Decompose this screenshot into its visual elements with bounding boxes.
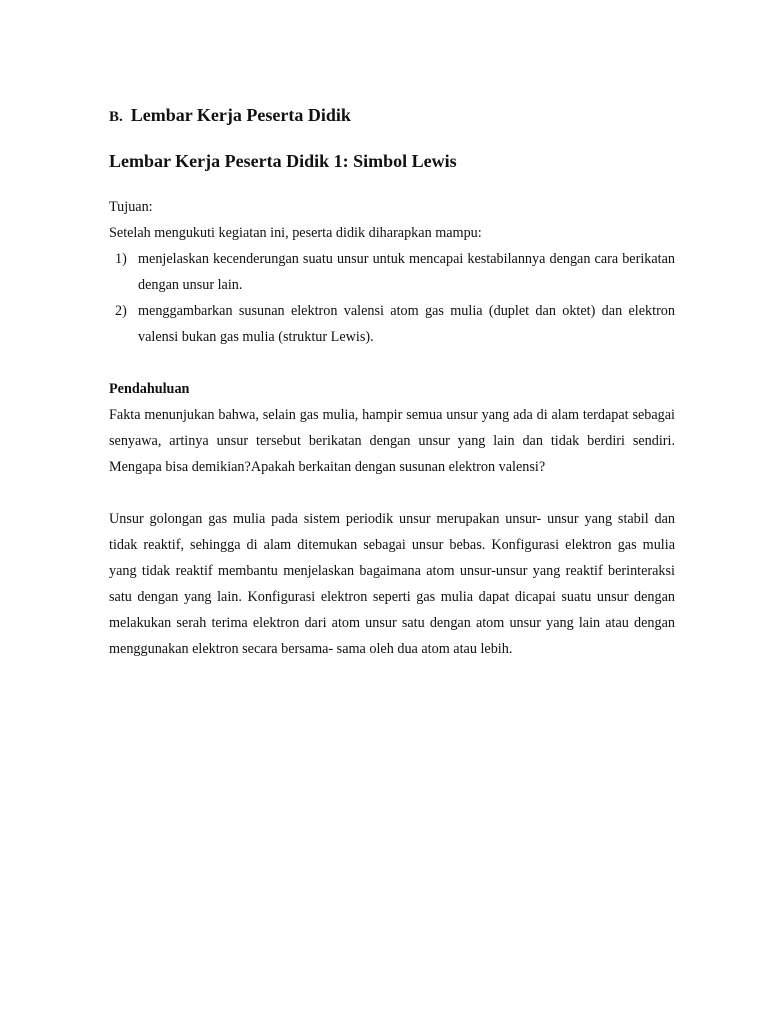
objective-text: menggambarkan susunan elektron valensi atom gas mulia (duplet dan oktet) dan elektron valensi bukan gas mulia (struktur Lewis). [138,303,675,345]
introduction-paragraph-2: Unsur golongan gas mulia pada sistem periodik unsur merupakan unsur- unsur yang stabil dan tidak reaktif, sehingga di alam ditemukan sebagai unsur bebas. Konfigurasi elektron gas mulia yang tidak reaktif membantu menjelaskan bagaimana atom unsur-unsur yang reaktif berinteraksi satu dengan yang lain. Konfigurasi elektron seperti gas mulia dapat dicapai suatu unsur dengan melakukan serah terima elektron dari atom unsur satu dengan atom unsur yang lain atau dengan menggunakan elektron secara bersama- sama oleh dua atom atau lebih. [109,511,675,657]
objective-number: 2) [115,303,127,319]
section-letter: B. [109,109,123,125]
objective-text: menjelaskan kecenderungan suatu unsur untuk mencapai kestabilannya dengan cara berikatan dengan unsur lain. [138,251,675,293]
page-content [109,102,675,662]
worksheet-title: Lembar Kerja Peserta Didik 1: Simbol Lewis [109,151,457,171]
section-heading [109,102,675,130]
introduction-paragraph-1: Fakta menunjukan bahwa, selain gas mulia, hampir semua unsur yang ada di alam terdapat sebagai senyawa, artinya unsur tersebut berikatan dengan unsur yang lain dan tidak berdiri sendiri. Mengapa bisa demikian?Apakah berkaitan dengan susunan elektron valensi? [109,407,675,475]
objectives-label: Tujuan: [109,199,153,215]
objectives-intro: Setelah mengukuti kegiatan ini, peserta didik diharapkan mampu: [109,225,482,241]
objective-number: 1) [115,251,127,267]
introduction-heading: Pendahuluan [109,381,190,397]
objective-item [109,246,675,298]
section-title: Lembar Kerja Peserta Didik [130,105,351,125]
objectives-list [109,246,675,350]
objective-item [109,298,675,350]
paragraph-spacer [109,480,675,506]
